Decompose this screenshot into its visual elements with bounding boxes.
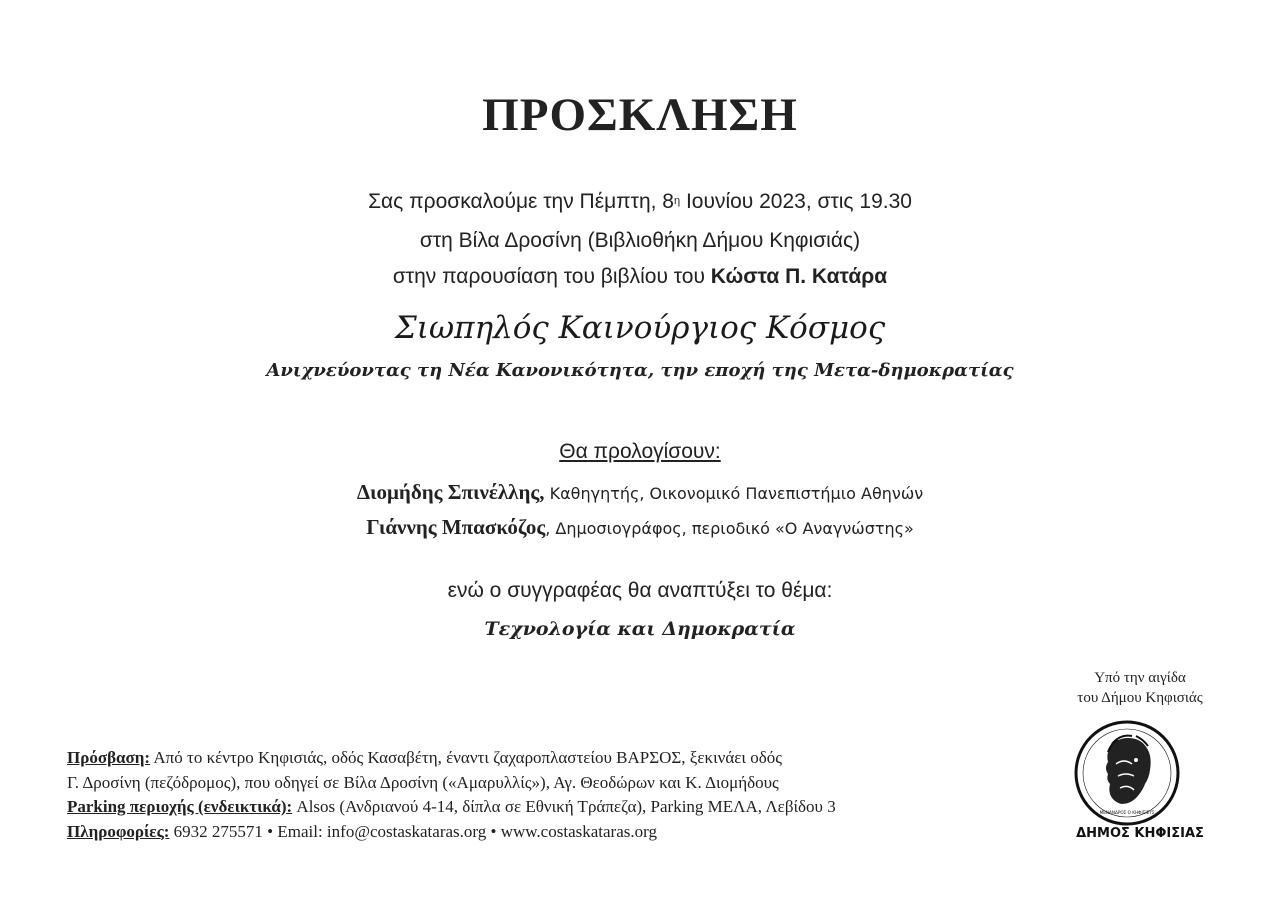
speaker-name: Διομήδης Σπινέλλης, <box>356 480 545 504</box>
book-subtitle: Ανιχνεύοντας τη Νέα Κανονικότητα, την εποχή της Μετα-δημοκρατίας <box>266 360 1014 381</box>
prologue-label: Θα προλογίσουν: <box>559 440 721 463</box>
invitation-intro <box>0 184 1280 295</box>
municipality-name: ΔΗΜΟΣ ΚΗΦΙΣΙΑΣ <box>1076 826 1204 841</box>
parking-row: Parking περιοχής (ενδεικτικά): Alsos (Ανδριανού 4-14, δίπλα σε Εθνική Τράπεζα), Parking ΜΕΛΑ, Λεβίδου 3 <box>67 797 836 816</box>
info-block <box>67 746 1027 844</box>
emblem-text: ΜΕΝΑΝΔΡΟΣ Ο ΚΗΦΙΣΙΕΥΣ <box>1099 810 1155 815</box>
contact-row: Πληροφορίες: 6932 275571 • Email: info@costaskataras.org • www.costaskataras.org <box>67 821 657 841</box>
municipality-emblem-icon <box>1072 718 1182 828</box>
intro-line-1: Σας προσκαλούμε την Πέμπτη, $8^\eta$ Ιουνίου 2023, στις 19.30 <box>368 190 912 213</box>
access-row: Πρόσβαση: Από το κέντρο Κηφισιάς, οδός Κασαβέτη, έναντι ζαχαροπλαστείου ΒΑΡΣΟΣ, ξεκινάει οδός <box>67 748 782 767</box>
access-label: Πρόσβαση: <box>67 748 151 767</box>
contact-label: Πληροφορίες: <box>67 821 170 841</box>
page-title: ΠΡΟΣΚΛΗΣΗ <box>482 89 798 141</box>
parking-label: Parking περιοχής (ενδεικτικά): <box>67 797 293 816</box>
speaker-role: Καθηγητής, Οικονομικό Πανεπιστήμιο Αθηνών <box>549 484 924 503</box>
topic: Τεχνολογία και Δημοκρατία <box>484 618 796 640</box>
author-name: Κώστα Π. Κατάρα <box>710 265 888 288</box>
intro-line-3: στην παρουσίαση του βιβλίου του Κώστα Π. Κατάρα <box>392 265 888 288</box>
speaker-role: , Δημοσιογράφος, περιοδικό «Ο Αναγνώστης» <box>545 519 914 538</box>
speaker-name: Γιάννης Μπασκόζος <box>366 515 546 539</box>
speaker-1 <box>0 480 1280 505</box>
author-line: ενώ ο συγγραφέας θα αναπτύξει το θέμα: <box>447 579 833 602</box>
book-title: Σιωπηλός Καινούργιος Κόσμος <box>394 310 886 346</box>
speaker-2 <box>0 515 1280 540</box>
intro-line-2: στη Βίλα Δροσίνη (Βιβλιοθήκη Δήμου Κηφισιάς) <box>419 229 861 252</box>
access-row-2: Γ. Δροσίνη (πεζόδρομος), που οδηγεί σε Βίλα Δροσίνη («Αμαρυλλίς»), Αγ. Θεοδώρων και Κ. Διομήδους <box>67 772 779 792</box>
